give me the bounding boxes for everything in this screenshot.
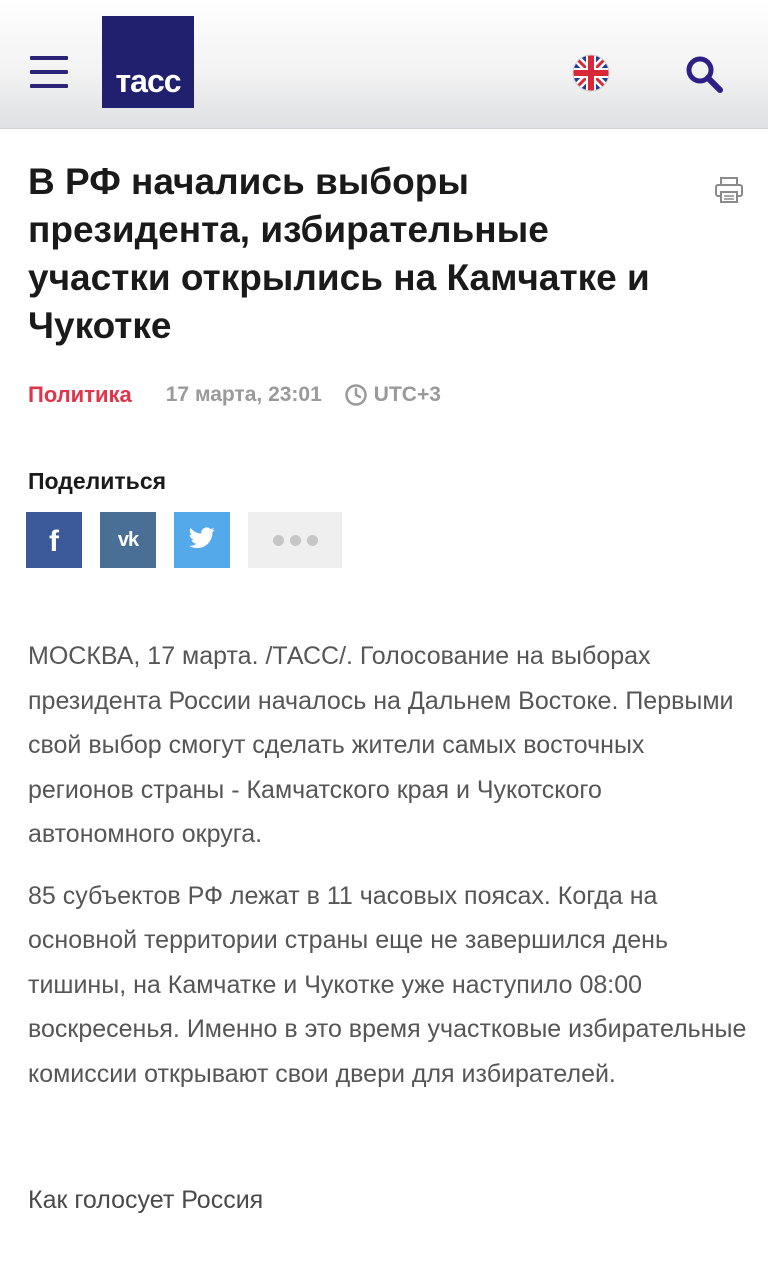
uk-flag-icon[interactable] (572, 54, 610, 92)
more-dots-icon (273, 535, 318, 546)
facebook-icon: f (49, 525, 59, 558)
article-body (28, 634, 748, 1113)
article-paragraph: 85 субъектов РФ лежат в 11 часовых поясах. Когда на основной территории страны еще не завершился день тишины, на Камчатке и Чукотке уже наступило 08:00 воскресенья. Именно в это время участковые избирательные комиссии открывают свои двери для избирателей. (28, 881, 747, 1088)
more-share-button[interactable] (248, 512, 342, 568)
publish-date: 17 марта, 23:01 (165, 383, 322, 406)
share-heading: Поделиться (28, 468, 167, 494)
vk-share-button[interactable] (100, 512, 156, 568)
hamburger-menu-icon[interactable] (28, 56, 72, 92)
top-header (0, 0, 768, 129)
twitter-bird-icon (189, 527, 215, 554)
search-icon[interactable] (684, 54, 726, 96)
vk-icon: vk (117, 528, 139, 551)
related-link[interactable]: Как голосует Россия (28, 1186, 264, 1214)
tass-logo[interactable] (102, 16, 194, 108)
clock-icon (344, 383, 368, 407)
article-meta (28, 378, 441, 412)
logo-text: тасс (115, 63, 181, 99)
timezone-label: UTC+3 (373, 383, 441, 406)
twitter-share-button[interactable] (174, 512, 230, 568)
printer-icon[interactable] (714, 176, 744, 204)
category-link[interactable]: Политика (28, 382, 132, 407)
article-title: В РФ начались выборы президента, избирательные участки открылись на Камчатке и Чукотке (28, 161, 650, 346)
article-paragraph: МОСКВА, 17 марта. /ТАСС/. Голосование на выборах президента России началось на Дальнем Востоке. Первыми свой выбор смогут сделать жители самых восточных регионов страны - Камчатского края и Чукотского автономного округа. (28, 642, 734, 848)
facebook-share-button[interactable] (26, 512, 82, 568)
